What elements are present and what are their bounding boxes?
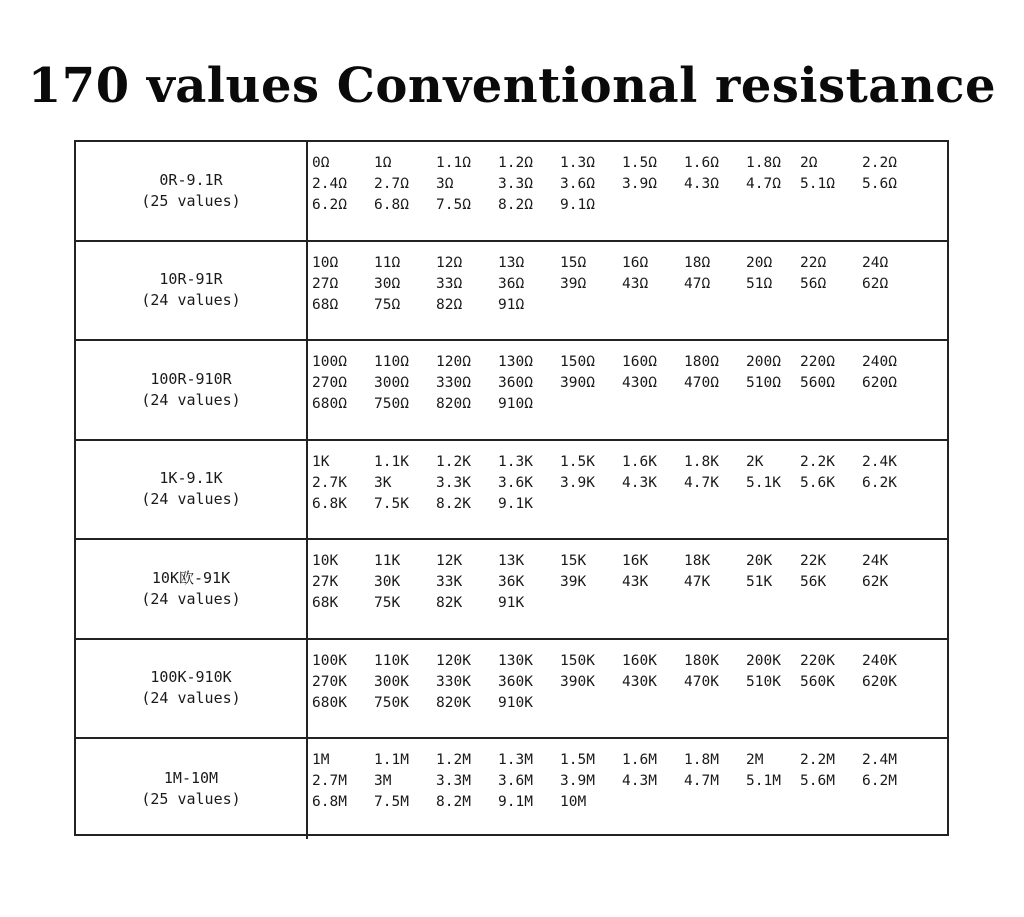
range-count: (25 values) <box>141 191 241 210</box>
resistor-value: 56Ω <box>800 275 827 292</box>
resistor-value: 12Ω <box>436 254 463 271</box>
resistor-value: 1.6K <box>622 453 657 470</box>
resistor-value: 51K <box>746 574 773 590</box>
range-count: (24 values) <box>141 490 241 509</box>
resistor-value: 1.6M <box>622 752 657 768</box>
range-name: 0R-9.1R <box>159 170 223 189</box>
resistor-value: 150K <box>560 652 595 669</box>
resistor-value: 2Ω <box>800 155 818 171</box>
resistor-value: 4.7K <box>684 474 719 491</box>
resistor-value: 7.5K <box>374 495 409 512</box>
resistor-value: 100K <box>312 652 347 669</box>
resistor-value: 15Ω <box>560 254 587 271</box>
resistor-value: 6.8K <box>312 495 347 512</box>
resistor-value: 7.5Ω <box>436 197 471 213</box>
resistor-value: 200K <box>746 652 781 669</box>
resistor-value: 5.1K <box>746 474 781 491</box>
resistor-value: 4.7M <box>684 773 719 789</box>
resistor-value: 30Ω <box>374 275 401 292</box>
resistor-value: 750Ω <box>374 396 409 412</box>
resistor-value: 360K <box>498 673 533 690</box>
resistor-value: 240Ω <box>862 354 897 370</box>
resistor-value: 110Ω <box>374 354 409 370</box>
range-count: (24 values) <box>141 291 241 310</box>
resistor-value: 470K <box>684 673 719 690</box>
resistor-value: 330Ω <box>436 375 471 391</box>
resistor-value: 430K <box>622 673 657 690</box>
resistor-value: 2.2Ω <box>862 155 897 171</box>
resistor-value: 620Ω <box>862 375 897 391</box>
range-name: 10K欧-91K <box>151 568 231 587</box>
resistor-value: 16Ω <box>622 254 649 271</box>
resistor-value: 20Ω <box>746 254 773 271</box>
resistor-value: 4.3M <box>622 773 657 789</box>
resistor-value: 36K <box>498 574 525 590</box>
resistor-value: 75K <box>374 595 401 611</box>
resistor-value: 5.6K <box>800 474 835 491</box>
table-row <box>76 640 947 740</box>
resistor-value: 39Ω <box>560 275 587 292</box>
resistor-value: 1.8K <box>684 453 719 470</box>
resistor-value: 33K <box>436 574 463 590</box>
table-row <box>76 341 947 441</box>
resistor-value: 47Ω <box>684 275 711 292</box>
range-count: (24 values) <box>141 589 241 608</box>
resistor-value: 8.2M <box>436 794 471 810</box>
range-name: 10R-91R <box>159 270 223 289</box>
resistor-value: 620K <box>862 673 897 690</box>
range-label <box>76 242 308 340</box>
resistor-value: 9.1Ω <box>560 197 595 213</box>
resistor-value: 2.7K <box>312 474 347 491</box>
resistor-value: 1.2M <box>436 752 471 768</box>
resistor-value: 4.7Ω <box>746 176 781 192</box>
resistor-value: 5.6M <box>800 773 835 789</box>
resistor-value: 7.5M <box>374 794 409 810</box>
resistor-value: 8.2Ω <box>498 197 533 213</box>
resistor-value: 10Ω <box>312 254 339 271</box>
resistor-value: 3.9Ω <box>622 176 657 192</box>
range-label <box>76 739 308 839</box>
resistor-value: 2K <box>746 453 764 470</box>
resistor-value: 24Ω <box>862 254 889 271</box>
table-row <box>76 739 947 839</box>
resistor-value: 13Ω <box>498 254 525 271</box>
resistor-value: 22Ω <box>800 254 827 271</box>
resistor-value: 51Ω <box>746 275 773 292</box>
resistor-value: 68Ω <box>312 296 339 313</box>
resistor-value: 6.2K <box>862 474 897 491</box>
resistor-value: 5.1M <box>746 773 781 789</box>
resistor-value: 10M <box>560 794 587 810</box>
resistor-value: 3.3M <box>436 773 471 789</box>
resistor-value: 910Ω <box>498 396 533 412</box>
resistor-value: 11Ω <box>374 254 401 271</box>
resistor-value: 510K <box>746 673 781 690</box>
resistor-value: 75Ω <box>374 296 401 313</box>
resistor-value: 430Ω <box>622 375 657 391</box>
resistor-value: 3.3Ω <box>498 176 533 192</box>
resistor-value: 240K <box>862 652 897 669</box>
resistor-value: 1M <box>312 752 330 768</box>
resistor-value: 13K <box>498 553 525 569</box>
resistor-value: 39K <box>560 574 587 590</box>
resistor-value: 510Ω <box>746 375 781 391</box>
resistor-value: 1.1Ω <box>436 155 471 171</box>
range-label <box>76 540 308 638</box>
resistor-value: 9.1M <box>498 794 533 810</box>
resistor-value: 390Ω <box>560 375 595 391</box>
resistor-value: 36Ω <box>498 275 525 292</box>
resistor-value: 130Ω <box>498 354 533 370</box>
resistor-value: 3Ω <box>436 176 454 192</box>
range-name: 100K-910K <box>150 668 232 687</box>
resistor-value: 180Ω <box>684 354 719 370</box>
resistor-value: 1.6Ω <box>684 155 719 171</box>
resistor-value: 62K <box>862 574 889 590</box>
page-title: 170 values Conventional resistance <box>27 58 997 114</box>
resistor-value: 6.2Ω <box>312 197 347 213</box>
resistor-value: 2M <box>746 752 764 768</box>
resistor-value: 330K <box>436 673 471 690</box>
resistor-value: 3.9K <box>560 474 595 491</box>
resistor-value: 180K <box>684 652 719 669</box>
resistor-value: 10K <box>312 553 339 569</box>
resistor-value: 3.6Ω <box>560 176 595 192</box>
resistor-value: 5.6Ω <box>862 176 897 192</box>
resistor-value: 160K <box>622 652 657 669</box>
resistor-value: 3.6K <box>498 474 533 491</box>
resistor-value: 6.8M <box>312 794 347 810</box>
resistor-value: 1.5Ω <box>622 155 657 171</box>
resistor-value: 1.1K <box>374 453 409 470</box>
resistor-value: 3M <box>374 773 392 789</box>
resistor-value: 68K <box>312 595 339 611</box>
resistor-value: 1.5M <box>560 752 595 768</box>
resistor-value: 4.3K <box>622 474 657 491</box>
resistor-value: 270Ω <box>312 375 347 391</box>
resistor-value: 160Ω <box>622 354 657 370</box>
resistor-value: 91K <box>498 595 525 611</box>
resistor-value: 470Ω <box>684 375 719 391</box>
resistor-value: 4.3Ω <box>684 176 719 192</box>
resistor-value: 24K <box>862 553 889 569</box>
range-name: 1M-10M <box>163 768 219 787</box>
resistor-value: 2.2M <box>800 752 835 768</box>
resistor-value: 100Ω <box>312 354 347 370</box>
resistance-table <box>74 140 949 836</box>
table-row <box>76 242 947 342</box>
resistor-value: 12K <box>436 553 463 569</box>
resistor-value: 18K <box>684 553 711 569</box>
range-count: (24 values) <box>141 390 241 409</box>
resistor-value: 18Ω <box>684 254 711 271</box>
resistor-value: 6.2M <box>862 773 897 789</box>
resistor-value: 820Ω <box>436 396 471 412</box>
resistor-value: 0Ω <box>312 155 330 171</box>
resistor-value: 30K <box>374 574 401 590</box>
resistor-value: 820K <box>436 694 471 711</box>
resistor-value: 130K <box>498 652 533 669</box>
resistor-value: 43Ω <box>622 275 649 292</box>
resistor-value: 47K <box>684 574 711 590</box>
range-label <box>76 341 308 439</box>
resistor-value: 2.4Ω <box>312 176 347 192</box>
range-count: (24 values) <box>141 689 241 708</box>
table-row <box>76 441 947 541</box>
resistor-value: 2.2K <box>800 453 835 470</box>
resistor-value: 9.1K <box>498 495 533 512</box>
resistor-value: 2.7Ω <box>374 176 409 192</box>
resistor-value: 56K <box>800 574 827 590</box>
resistor-value: 200Ω <box>746 354 781 370</box>
resistor-value: 8.2K <box>436 495 471 512</box>
resistor-value: 1.2Ω <box>498 155 533 171</box>
resistor-value: 1.8M <box>684 752 719 768</box>
resistor-value: 110K <box>374 652 409 669</box>
resistor-value: 270K <box>312 673 347 690</box>
resistor-value: 6.8Ω <box>374 197 409 213</box>
resistor-value: 390K <box>560 673 595 690</box>
resistor-value: 27K <box>312 574 339 590</box>
resistor-value: 20K <box>746 553 773 569</box>
resistor-value: 3.3K <box>436 474 471 491</box>
resistor-value: 750K <box>374 694 409 711</box>
resistor-value: 120K <box>436 652 471 669</box>
resistor-value: 16K <box>622 553 649 569</box>
resistor-value: 300K <box>374 673 409 690</box>
resistor-value: 82K <box>436 595 463 611</box>
range-count: (25 values) <box>141 789 241 808</box>
range-label <box>76 441 308 539</box>
resistor-value: 1.8Ω <box>746 155 781 171</box>
resistor-value: 1.3K <box>498 453 533 470</box>
resistor-value: 33Ω <box>436 275 463 292</box>
resistor-value: 22K <box>800 553 827 569</box>
resistor-value: 2.4K <box>862 453 897 470</box>
range-name: 1K-9.1K <box>159 469 223 488</box>
resistor-value: 11K <box>374 553 401 569</box>
resistor-value: 62Ω <box>862 275 889 292</box>
resistor-value: 300Ω <box>374 375 409 391</box>
resistor-value: 680K <box>312 694 347 711</box>
range-name: 100R-910R <box>150 369 232 388</box>
resistor-value: 1K <box>312 453 330 470</box>
resistor-value: 1.5K <box>560 453 595 470</box>
resistor-value: 3.6M <box>498 773 533 789</box>
resistor-value: 560Ω <box>800 375 835 391</box>
resistor-value: 360Ω <box>498 375 533 391</box>
range-label <box>76 640 308 738</box>
resistor-value: 3K <box>374 474 392 491</box>
resistor-value: 15K <box>560 553 587 569</box>
resistor-value: 27Ω <box>312 275 339 292</box>
resistor-value: 1Ω <box>374 155 392 171</box>
resistor-value: 220Ω <box>800 354 835 370</box>
resistor-value: 5.1Ω <box>800 176 835 192</box>
table-row <box>76 142 947 242</box>
resistor-value: 1.2K <box>436 453 471 470</box>
resistor-value: 82Ω <box>436 296 463 313</box>
table-row <box>76 540 947 640</box>
resistor-value: 91Ω <box>498 296 525 313</box>
resistor-value: 3.9M <box>560 773 595 789</box>
resistor-value: 680Ω <box>312 396 347 412</box>
resistor-value: 120Ω <box>436 354 471 370</box>
resistor-value: 910K <box>498 694 533 711</box>
resistor-value: 1.1M <box>374 752 409 768</box>
resistor-value: 2.7M <box>312 773 347 789</box>
resistor-value: 150Ω <box>560 354 595 370</box>
resistor-value: 1.3M <box>498 752 533 768</box>
resistor-value: 560K <box>800 673 835 690</box>
range-label <box>76 142 308 240</box>
resistor-value: 1.3Ω <box>560 155 595 171</box>
resistor-value: 220K <box>800 652 835 669</box>
resistor-value: 2.4M <box>862 752 897 768</box>
resistor-value: 43K <box>622 574 649 590</box>
